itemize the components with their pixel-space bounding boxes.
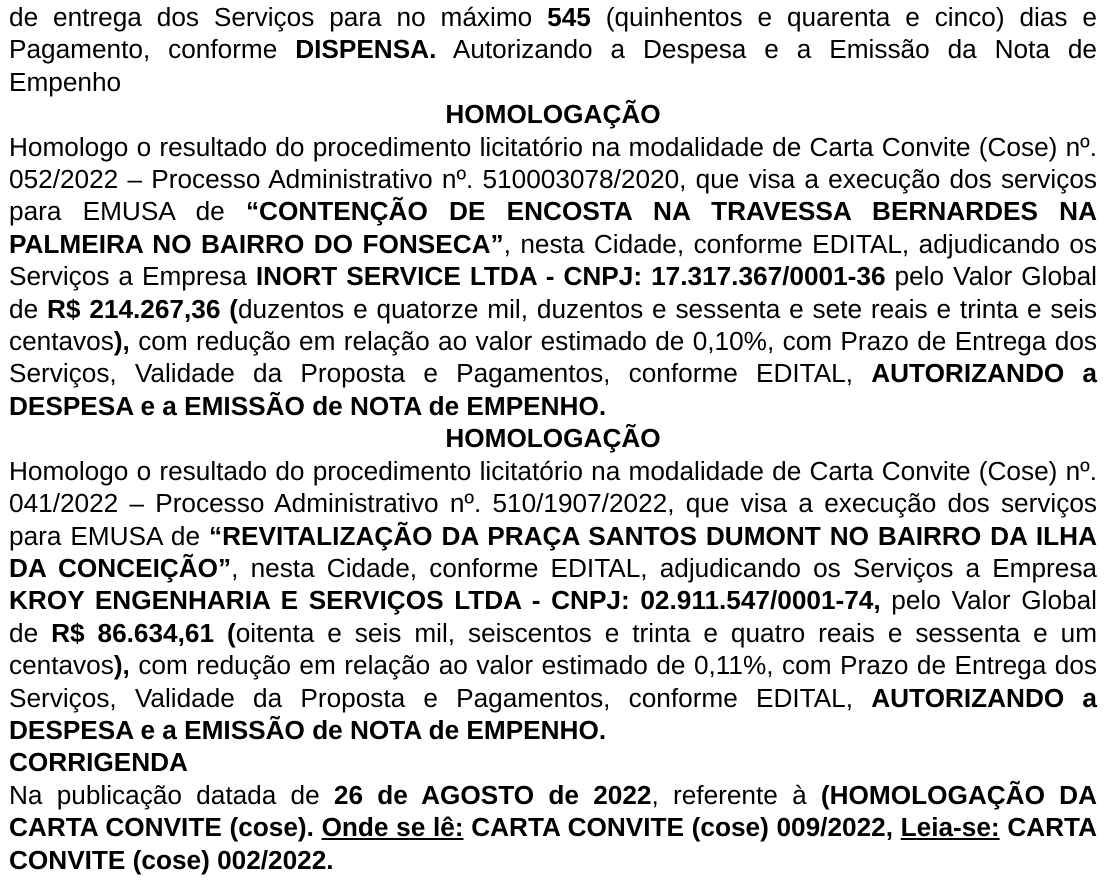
section-heading-homologacao-1: HOMOLOGAÇÃO	[445, 99, 661, 130]
onde-se-le-label: Onde se lê:	[321, 812, 464, 843]
value-in-words: duzentos e quatorze mil, duzentos e sessenta e sete reais e trinta e seis centavos	[9, 293, 1097, 357]
text-run: Na publicação datada de	[9, 779, 334, 810]
paragraph-dispensa-continuation	[9, 1, 1097, 98]
service-title: “CONTENÇÃO DE ENCOSTA NA TRAVESSA BERNARDES NA PALMEIRA NO BAIRRO DO FONSECA”	[9, 196, 1097, 259]
value-in-words: oitenta e seis mil, seiscentos e trinta e quatro reais e sessenta e um centavos	[9, 617, 1098, 681]
paragraph-homologacao-1	[9, 131, 1097, 423]
paragraph-corrigenda	[9, 779, 1097, 876]
deadline-days: 545	[547, 2, 591, 32]
text-run: de entrega dos Serviços para no máximo	[9, 2, 548, 32]
text-run: ),	[113, 326, 130, 357]
section-heading-homologacao-2: HOMOLOGAÇÃO	[445, 423, 661, 454]
document-page	[9, 1, 1097, 876]
paragraph-homologacao-2	[9, 455, 1097, 747]
publication-date: 26 de AGOSTO de 2022	[333, 779, 652, 810]
leia-se-label: Leia-se:	[900, 812, 1000, 843]
text-run: (quinhentos e quarenta e cinco) dias e Pagamento, conforme	[9, 2, 1097, 65]
text-run: ),	[113, 650, 130, 681]
authorization-text: AUTORIZANDO a DESPESA e a EMISSÃO de NOTA de EMPENHO.	[9, 682, 1097, 745]
global-value: R$ 214.267,36 (	[46, 293, 238, 324]
section-heading-corrigenda: CORRIGENDA	[9, 747, 188, 778]
text-run: , nesta Cidade, conforme EDITAL, adjudicando os Serviços a Empresa	[9, 228, 1097, 292]
text-run: Homologo o resultado do procedimento licitatório na modalidade de Carta Convite (Cose) nº. 041/2022 – Processo Administrativo nº. 510/1907/2022, que visa a execução dos serviços para EMUSA de	[9, 455, 1097, 551]
text-run: pelo Valor Global de	[9, 261, 1097, 324]
text-run: CARTA CONVITE (cose) 002/2022.	[9, 812, 1098, 875]
global-value: R$ 86.634,61 (	[51, 617, 236, 648]
text-run: , referente à	[651, 779, 821, 810]
text-run: com redução em relação ao valor estimado de 0,11%, com Prazo de Entrega dos Serviços, Validade da Proposta e Pagamentos, conforme EDITAL,	[9, 650, 1097, 713]
text-run: , nesta Cidade, conforme EDITAL, adjudicando os Serviços a Empresa	[231, 552, 1097, 583]
company-cnpj: INORT SERVICE LTDA - CNPJ: 17.317.367/0001-36	[255, 261, 886, 292]
service-title: “REVITALIZAÇÃO DA PRAÇA SANTOS DUMONT NO BAIRRO DA ILHA DA CONCEIÇÃO”	[9, 520, 1097, 583]
text-run: Autorizando a Despesa e a Emissão da Nota de Empenho	[9, 34, 1097, 97]
text-run: Homologo o resultado do procedimento licitatório na modalidade de Carta Convite (Cose) nº. 052/2022 – Processo Administrativo nº. 510003078/2020, que visa a execução dos serviços para EMUSA de	[9, 131, 1097, 227]
authorization-text: AUTORIZANDO a DESPESA e a EMISSÃO de NOTA de EMPENHO.	[9, 358, 1097, 421]
text-run: CARTA CONVITE (cose) 009/2022,	[463, 812, 901, 843]
text-run: pelo Valor Global de	[9, 585, 1097, 648]
text-run: (HOMOLOGAÇÃO DA CARTA CONVITE (cose).	[9, 779, 1098, 843]
dispensa-label: DISPENSA.	[295, 34, 437, 65]
company-cnpj: KROY ENGENHARIA E SERVIÇOS LTDA - CNPJ: 02.911.547/0001-74,	[9, 585, 881, 616]
text-run: com redução em relação ao valor estimado de 0,10%, com Prazo de Entrega dos Serviços, Validade da Proposta e Pagamentos, conforme EDITAL,	[9, 326, 1097, 389]
